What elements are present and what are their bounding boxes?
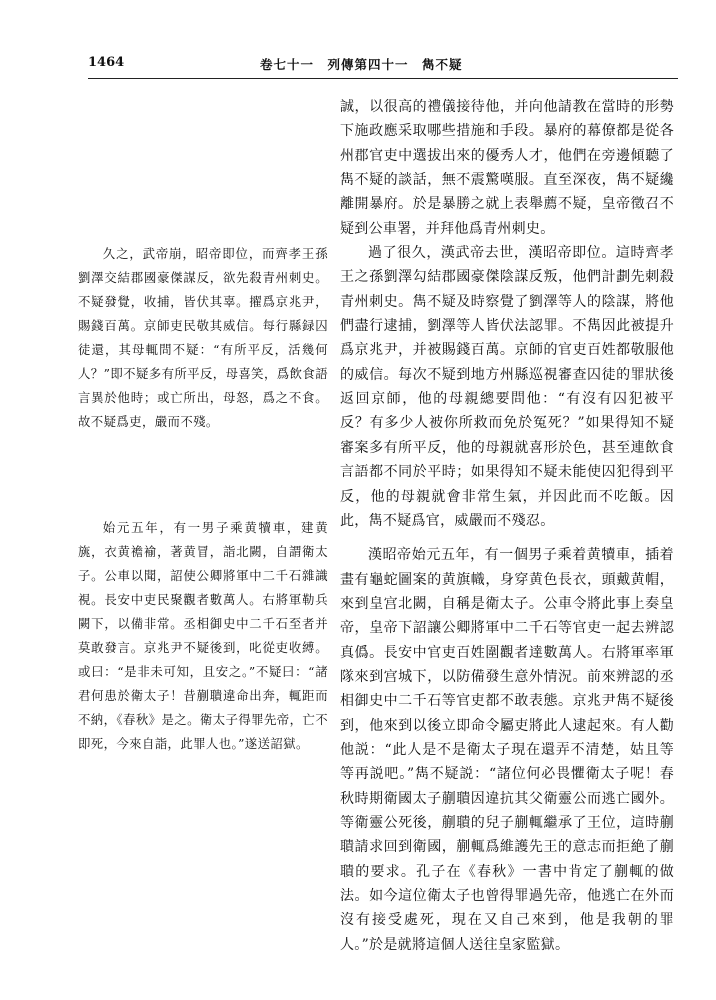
classical-text-block-2	[78, 516, 328, 756]
translation-paragraph-2: 過了很久，漢武帝去世，漢昭帝即位。這時齊孝王之孫劉澤勾結郡國豪傑陰謀反叛，他們計劃先刺殺青州刺史。雋不疑及時察覺了劉澤等人的陰謀，將他們盡行逮捕，劉澤等人皆伏法認罪。不雋因此被提升爲京兆尹，并被賜錢百萬。京師的官吏百姓都敬服他的威信。每次不疑到地方州縣巡視審查囚徒的罪狀後返回京師，他的母親總要問他：“有沒有囚犯被平反？有多少人被你所救而免於冤死？”如果得知不疑審案多有所平反，他的母親就喜形於色，甚至連飲食言語都不同於平時；如果得知不疑未能使囚犯得到平反，他的母親就會非常生氣，并因此而不吃飯。因此，雋不疑爲官，威嚴而不殘忍。	[340, 245, 674, 529]
translation-paragraph-1: 誠，以很高的禮儀接待他，并向他請教在當時的形勢下施政應采取哪些措施和手段。暴府的幕僚都是從各州郡官吏中選拔出來的優秀人才，他們在旁邊傾聽了雋不疑的談話，無不震驚嘆服。直至深夜，雋不疑纔離開暴府。於是暴勝之就上表舉薦不疑，皇帝徵召不疑到公車署，并拜他爲青州刺史。	[340, 99, 674, 237]
translation-paragraph-3: 漢昭帝始元五年，有一個男子乘着黄犢車，插着畫有龜蛇圖案的黄旗幟，身穿黄色長衣，頭戴黄帽，來到皇宫北闕，自稱是衛太子。公車令將此事上奏皇帝，皇帝下詔讓公卿將軍中二千石等官吏一起去辨認真僞。長安中官吏百姓圍觀者達數萬人。右將軍率軍隊來到宫城下，以防備發生意外情況。前來辨認的丞相御史中二千石等官吏都不敢表態。京兆尹雋不疑後到，他來到以後立即命令屬吏將此人逮起來。有人勸他説：“此人是不是衛太子現在還弄不清楚，姑且等等再説吧。”雋不疑説：“諸位何必畏懼衛太子呢！春秋時期衛國太子蒯聵因違抗其父衛靈公而逃亡國外。等衛靈公死後，蒯聵的兒子蒯輒繼承了王位，這時蒯聵請求回到衛國，蒯輒爲維護先王的意志而拒絶了蒯聵的要求。孔子在《春秋》一書中肯定了蒯輒的做法。如今這位衛太子也曾得罪過先帝，他逃亡在外而沒有接受處死，現在又自己來到，他是我朝的罪人。”於是就將這個人送往皇家監獄。	[340, 547, 674, 953]
translation-column	[340, 95, 674, 957]
classical-paragraph-1: 久之，武帝崩，昭帝即位，而齊孝王孫劉澤交結郡國豪傑謀反，欲先殺青州刺史。不疑發覺，收捕，皆伏其辜。擢爲京兆尹，賜錢百萬。京師吏民敬其威信。每行縣録囚徒還，其母輒問不疑：“有所平反，活幾何人？”即不疑多有所平反，母喜笑，爲飲食語言異於他時；或亡所出，母怒，爲之不食。故不疑爲吏，嚴而不殘。	[78, 246, 328, 429]
running-head: 卷七十一 列傳第四十一 雋不疑	[260, 57, 463, 72]
classical-paragraph-2: 始元五年，有一男子乘黄犢車，建黄旐，衣黄襜褕，著黄冒，詣北闕，自謂衛太子。公車以聞，詔使公卿將軍中二千石雜識視。長安中吏民聚觀者數萬人。右將軍勒兵闕下，以備非常。丞相御史中二千石至者并莫敢發言。京兆尹不疑後到，叱從吏收縛。或曰：“是非未可知，且安之。”不疑曰：“諸君何患於衛太子！昔蒯聵違命出奔，輒距而不納，《春秋》是之。衛太子得罪先帝，亡不即死，今來自詣，此罪人也。”遂送詔獄。	[78, 520, 328, 751]
page-number: 1464	[88, 55, 125, 70]
header-rule	[88, 78, 678, 79]
page-header	[88, 55, 678, 77]
classical-text-block-1	[78, 242, 328, 434]
